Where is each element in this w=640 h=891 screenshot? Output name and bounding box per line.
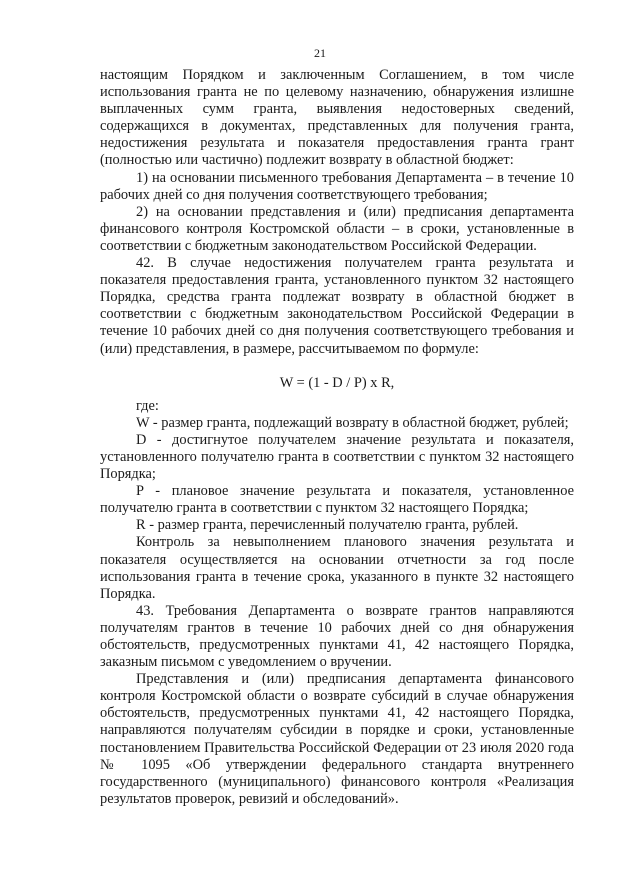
paragraph-section-43: 43. Требования Департамента о возврате грантов направляются получателям грантов в течение 10 рабочих дней со дня обнаружения обстоятельств, предусмотренных пунктами 41, 42 настоящего Порядка, заказным письмом с уведомлением о вручении. xyxy=(100,602,574,671)
definition-p: P - плановое значение результата и показателя, установленное получателю гранта в соответствии с пунктом 32 настоящего Порядка; xyxy=(100,483,574,517)
paragraph-representations: Представления и (или) предписания департамента финансового контроля Костромской области о возврате субсидий в случае обнаружения обстоятельств, предусмотренных пунктами 41, 42 настоящего Порядка, направляются получателям субсидии в порядке и сроки, установленные постановлением Правительства Российской Федерации от 23 июля 2020 года № 1095 «Об утверждении федерального стандарта внутреннего государственного (муниципального) финансового контроля «Реализация результатов проверок, ревизий и обследований». xyxy=(100,671,574,807)
page-number: 21 xyxy=(314,46,326,60)
paragraph-control: Контроль за невыполнением планового значения результата и показателя осуществляется на основании отчетности за год после использования гранта в течение срока, указанного в пункте 32 настоящего Порядка. xyxy=(100,534,574,602)
definition-r: R - размер гранта, перечисленный получателю гранта, рублей. xyxy=(136,517,519,534)
definition-d: D - достигнутое получателем значение результата и показателя, установленного получателю гранта в соответствии с пунктом 32 настоящего Порядка; xyxy=(100,431,574,483)
paragraph-item-1: 1) на основании письменного требования Департамента – в течение 10 рабочих дней со дня получения соответствующего требования; xyxy=(100,169,574,203)
definition-w: W - размер гранта, подлежащий возврату в областной бюджет, рублей; xyxy=(136,414,569,431)
document-body xyxy=(100,67,574,808)
formula: W = (1 - D / P) x R, xyxy=(279,374,395,391)
paragraph-continuation: настоящим Порядком и заключенным Соглашением, в том числе использования гранта не по целевому назначению, обнаружения излишне выплаченных сумм гранта, выявления недостоверных сведений, содержащихся в документах, представленных для получения гранта, недостижения результата и показателя предоставления гранта грант (полностью или частично) подлежит возврату в областной бюджет: xyxy=(100,67,574,169)
paragraph-section-42: 42. В случае недостижения получателем гранта результата и показателя предоставления гранта, установленного пунктом 32 настоящего Порядка, средства гранта подлежат возврату в областной бюджет в соответствии с бюджетным законодательством Российской Федерации в течение 10 рабочих дней со дня получения соответствующего требования и (или) представления, в размере, рассчитываемом по формуле: xyxy=(100,255,574,357)
paragraph-item-2: 2) на основании представления и (или) предписания департамента финансового контроля Костромской области – в сроки, установленные в соответствии с бюджетным законодательством Российской Федерации. xyxy=(100,203,574,254)
where-label: где: xyxy=(136,397,159,414)
